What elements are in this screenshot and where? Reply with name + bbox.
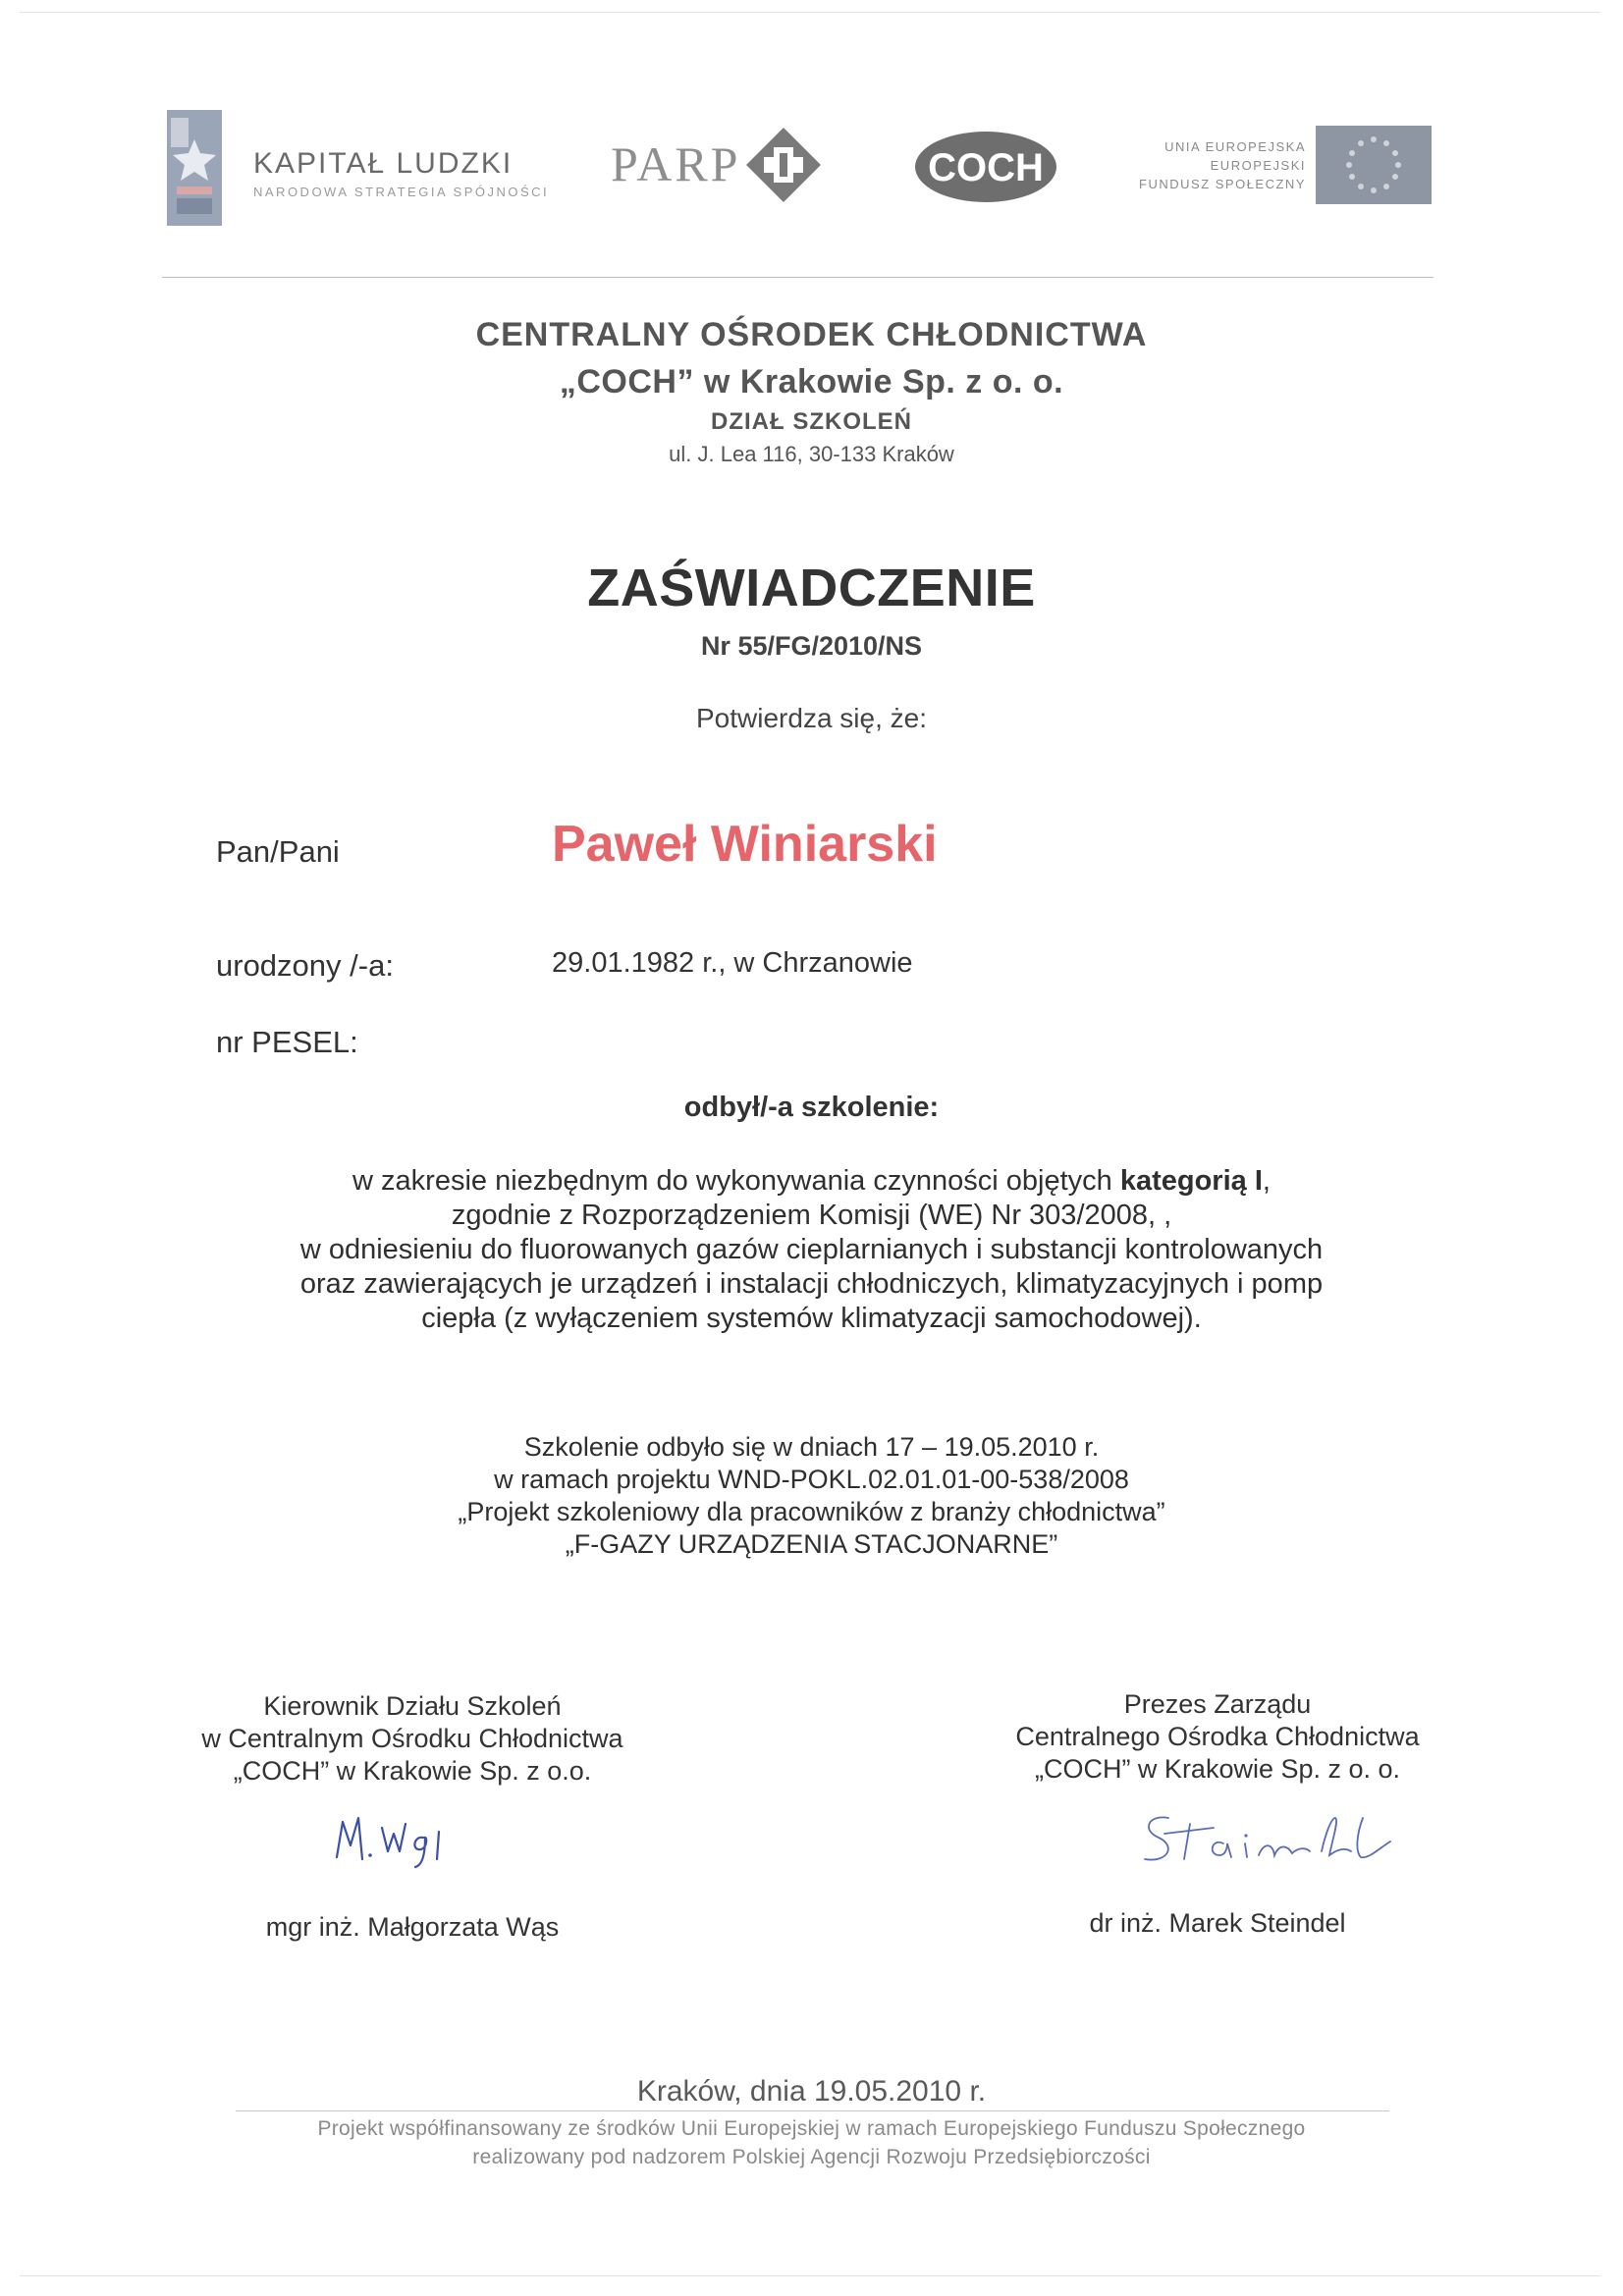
right-signatory-role [952,1688,1483,1786]
scope-line-1c: , [1262,1165,1271,1197]
right-role-line-1: Prezes Zarządu [1123,1689,1312,1719]
kapital-ludzki-logo-subtitle: NARODOWA STRATEGIA SPÓJNOŚCI [253,185,550,199]
right-role-line-2: Centralnego Ośrodka Chłodnictwa [1015,1722,1420,1751]
scope-category: kategorią I [1119,1165,1263,1197]
place-and-date: Kraków, dnia 19.05.2010 r. [636,2075,987,2108]
scope-line-1 [0,1164,1623,1199]
training-scope [0,1164,1623,1336]
coch-logo-text: COCH [928,146,1044,189]
header-divider [162,277,1434,278]
coch-logo [913,130,1058,204]
address: ul. J. Lea 116, 30-133 Kraków [669,442,954,466]
scope-line-5: ciepła (z wyłączeniem systemów klimatyzacji samochodowej). [421,1303,1202,1334]
training-dates: Szkolenie odbyło się w dniach 17 – 19.05.2010 r. [523,1432,1100,1462]
certificate-title: ZAŚWIADCZENIE [587,559,1036,617]
training-completed: odbył/-a szkolenie: [683,1092,940,1123]
eu-logo-line2: EUROPEJSKI [1210,158,1306,173]
footer-line-2: realizowany pod nadzorem Polskiej Agencji Rozwoju Przedsiębiorczości [472,2146,1151,2168]
eu-logo-line1: UNIA EUROPEJSKA [1164,139,1306,154]
company-name: „COCH” w Krakowie Sp. z o. o. [559,363,1064,400]
confirmation-text: Potwierdza się, że: [696,703,927,733]
left-role-line-1: Kierownik Działu Szkoleń [263,1691,562,1721]
birth-label: urodzony /-a: [216,948,394,983]
training-details [0,1431,1623,1561]
scope-line-4: oraz zawierających je urządzeń i instalacji chłodniczych, klimatyzacyjnych i pomp [299,1268,1324,1300]
footer-divider [236,2110,1389,2111]
footer-note [0,2114,1623,2171]
training-project-name: „Projekt szkoleniowy dla pracowników z branży chłodnictwa” [458,1497,1165,1526]
kapital-ludzki-logo-text: KAPITAŁ LUDZKI [253,147,514,180]
left-role-line-2: w Centralnym Ośrodku Chłodnictwa [201,1724,623,1753]
kapital-ludzki-logo-mark [167,110,222,226]
left-role-line-3: „COCH” w Krakowie Sp. z o.o. [233,1756,592,1786]
top-edge [20,12,1600,13]
certificate-number: Nr 55/FG/2010/NS [700,631,923,661]
left-signatory-name: mgr inż. Małgorzata Wąs [265,1912,560,1942]
right-handwritten-signature [1129,1804,1404,1873]
name-label: Pan/Pani [216,834,340,869]
organization-name: CENTRALNY OŚRODEK CHŁODNICTWA [475,316,1148,353]
right-role-line-3: „COCH” w Krakowie Sp. z o. o. [1034,1754,1401,1784]
eu-logo-line3: FUNDUSZ SPOŁECZNY [1139,177,1306,191]
right-signatory-name: dr inż. Marek Steindel [1089,1908,1346,1938]
eu-logo-text [1100,137,1306,193]
scope-line-3: w odniesieniu do fluorowanych gazów cieplarnianych i substancji kontrolowanych [299,1234,1324,1265]
scope-line-1a: w zakresie niezbędnym do wykonywania czynności objętych [352,1165,1120,1197]
parp-logo-text: PARP [611,136,741,191]
eu-flag-icon [1316,126,1432,204]
birth-value: 29.01.1982 r., w Chrzanowie [552,947,913,979]
training-project: w ramach projektu WND-POKL.02.01.01-00-538/2008 [494,1465,1129,1494]
left-handwritten-signature [329,1808,476,1871]
training-project-subtitle: „F-GAZY URZĄDZENIA STACJONARNE” [565,1529,1058,1559]
parp-logo-icon [744,126,823,204]
bottom-edge [20,2275,1600,2276]
scope-line-2: zgodnie z Rozporządzeniem Komisji (WE) Nr 303/2008, , [451,1200,1172,1231]
footer-line-1: Projekt współfinansowany ze środków Unii Europejskiej w ramach Europejskiego Funduszu Społecznego [317,2117,1306,2140]
department-name: DZIAŁ SZKOLEŃ [711,408,912,435]
person-name: Paweł Winiarski [552,816,938,873]
left-signatory-role [147,1690,677,1788]
pesel-label: nr PESEL: [216,1025,358,1059]
